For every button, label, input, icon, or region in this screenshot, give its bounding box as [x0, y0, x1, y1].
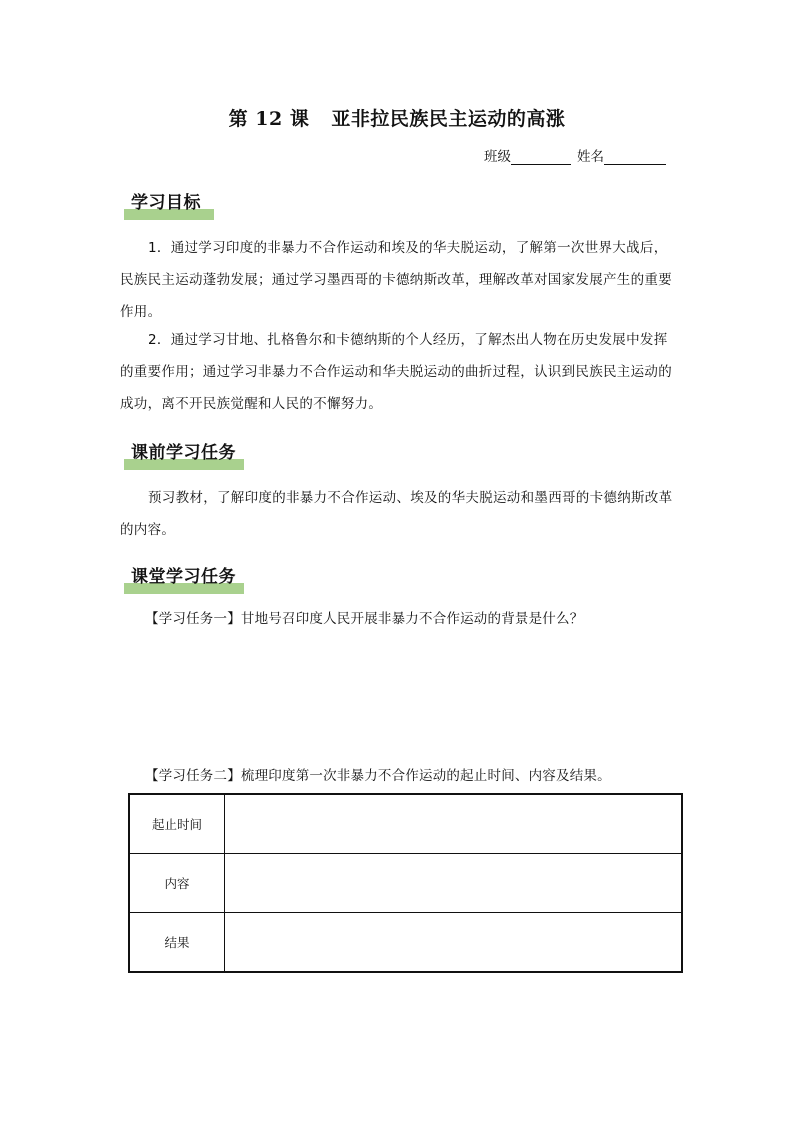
- task-one-question: 【学习任务一】甘地号召印度人民开展非暴力不合作运动的背景是什么？: [145, 611, 584, 627]
- table-row: [129, 912, 682, 972]
- class-blank[interactable]: [511, 150, 571, 165]
- task-two-table: [128, 793, 683, 973]
- page-title: [0, 104, 794, 131]
- row-label-result: 结果: [129, 912, 225, 972]
- class-label: 班级: [484, 149, 511, 165]
- section-heading-inclass: [120, 565, 236, 595]
- table-row: [129, 794, 682, 854]
- objective-item-1: 1．通过学习印度的非暴力不合作运动和埃及的华夫脱运动，了解第一次世界大战后，民族民主运动蓬勃发展；通过学习墨西哥的卡德纳斯改革，理解改革对国家发展产生的重要作用。: [120, 240, 672, 320]
- objective-item-2: 2．通过学习甘地、扎格鲁尔和卡德纳斯的个人经历，了解杰出人物在历史发展中发挥的重要作用；通过学习非暴力不合作运动和华夫脱运动的曲折过程，认识到民族民主运动的成功，离不开民族觉醒和人民的不懈努力。: [120, 332, 672, 412]
- answer-cell-content[interactable]: [225, 854, 683, 912]
- lesson-topic: 亚非拉民族民主运动的高涨: [331, 108, 566, 130]
- lesson-number: 第 12 课: [228, 108, 310, 130]
- section-heading-preclass: [120, 441, 236, 471]
- name-blank[interactable]: [604, 150, 666, 165]
- student-info-line: [484, 145, 666, 165]
- task-two-question: 【学习任务二】梳理印度第一次非暴力不合作运动的起止时间、内容及结果。: [145, 768, 611, 784]
- row-label-content: 内容: [129, 854, 225, 912]
- section-heading-text: 课前学习任务: [131, 443, 236, 463]
- section-heading-text: 课堂学习任务: [131, 567, 236, 587]
- answer-cell-result[interactable]: [225, 912, 683, 972]
- preclass-text: 预习教材，了解印度的非暴力不合作运动、埃及的华夫脱运动和墨西哥的卡德纳斯改革的内容。: [120, 490, 673, 538]
- table-row: [129, 854, 682, 912]
- name-label: 姓名: [577, 149, 604, 165]
- row-label-start-end-time: 起止时间: [129, 794, 225, 854]
- section-heading-text: 学习目标: [131, 193, 201, 213]
- answer-cell-start-end-time[interactable]: [225, 794, 683, 854]
- section-heading-objectives: [120, 191, 201, 221]
